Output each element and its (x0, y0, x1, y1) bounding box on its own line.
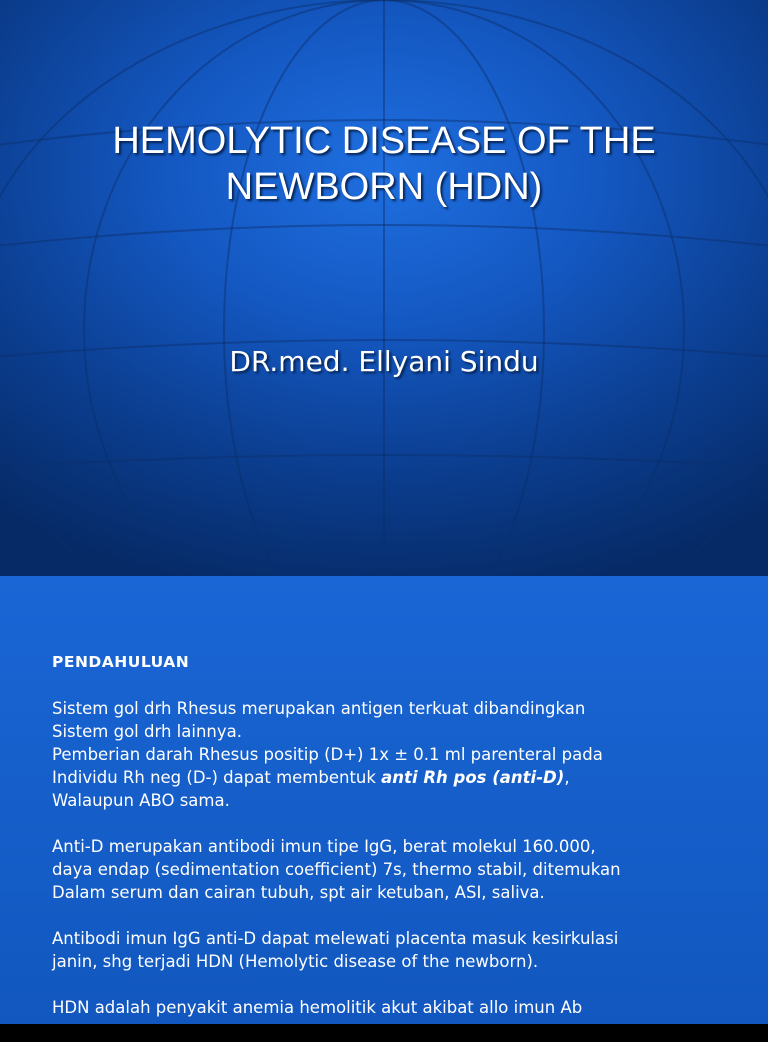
p1-line-5: Walaupun ABO sama. (52, 791, 230, 810)
p4-line-1: HDN adalah penyakit anemia hemolitik akut akibat allo imun Ab (52, 998, 583, 1017)
paragraph-1 (52, 697, 752, 812)
section-heading: PENDAHULUAN (52, 653, 190, 671)
paragraph-3 (52, 927, 752, 973)
p1-line-4-comma: , (564, 768, 570, 787)
title-line-2: NEWBORN (HDN) (225, 166, 543, 208)
p1-line-4-text: Individu Rh neg (D-) dapat membentuk (52, 768, 382, 787)
paragraph-2 (52, 835, 752, 904)
p3-line-1: Antibodi imun IgG anti-D dapat melewati placenta masuk kesirkulasi (52, 929, 619, 948)
p2-line-3: Dalam serum dan cairan tubuh, spt air ketuban, ASI, saliva. (52, 883, 545, 902)
anti-d-emphasis: anti Rh pos (anti-D) (381, 768, 565, 787)
slide-body (52, 651, 752, 1042)
p1-line-2: Sistem gol drh lainnya. (52, 722, 242, 741)
paragraph-4 (52, 996, 752, 1019)
p2-line-2: daya endap (sedimentation coefficient) 7s, thermo stabil, ditemukan (52, 860, 621, 879)
slide-title (40, 118, 728, 210)
p1-line-1: Sistem gol drh Rhesus merupakan antigen terkuat dibandingkan (52, 699, 586, 718)
author-name: DR.med. Ellyani Sindu (229, 345, 539, 378)
p2-line-1: Anti-D merupakan antibodi imun tipe IgG, berat molekul 160.000, (52, 837, 596, 856)
title-line-1: HEMOLYTIC DISEASE OF THE (112, 120, 656, 162)
p1-line-3: Pemberian darah Rhesus positip (D+) 1x ± 0.1 ml parenteral pada (52, 745, 603, 764)
p3-line-2: janin, shg terjadi HDN (Hemolytic disease of the newborn). (52, 952, 539, 971)
p1-line-4 (52, 766, 752, 789)
